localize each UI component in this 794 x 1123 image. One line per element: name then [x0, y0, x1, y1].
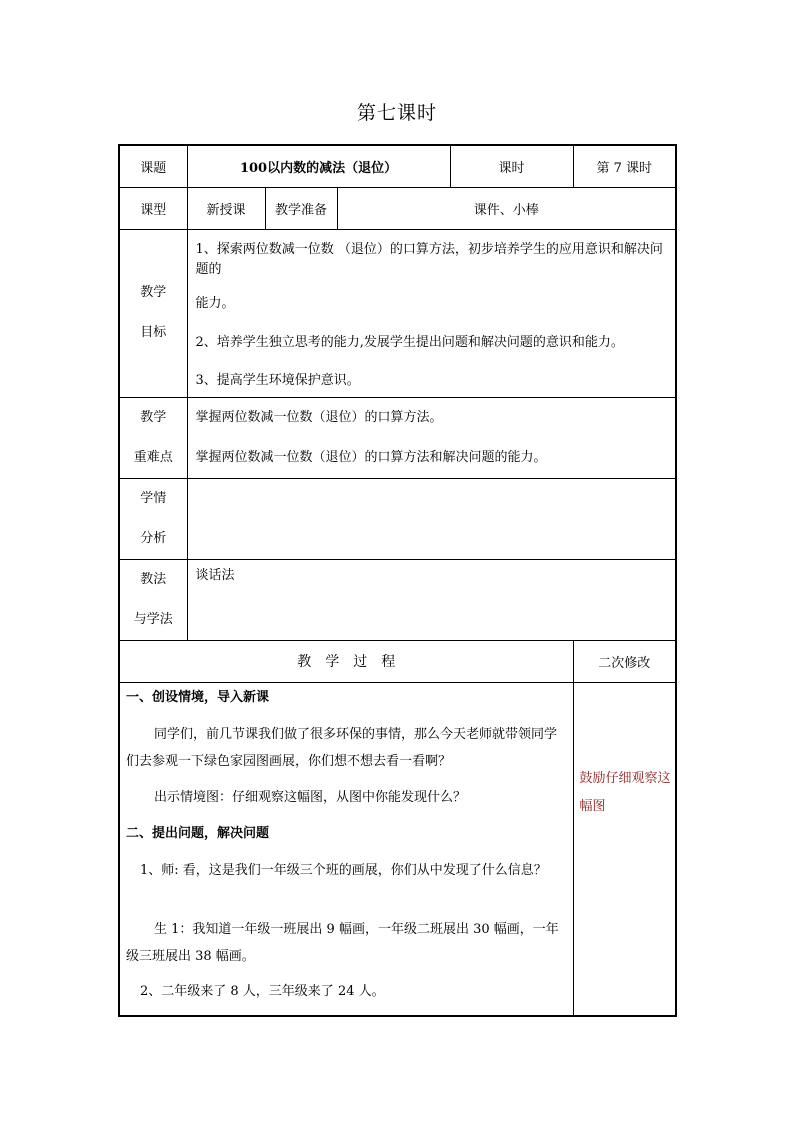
- process-para-1: 同学们，前几节课我们做了很多环保的事情，那么今天老师就带领同学们去参观一下绿色家园图画展，你们想不想去看一看啊？: [126, 726, 558, 769]
- process-content: [119, 682, 573, 1016]
- analysis-content: [187, 478, 676, 559]
- section-2-title: 二、提出问题，解决问题: [126, 825, 270, 841]
- goals-label-line2: 目标: [140, 325, 167, 340]
- keypoint-1: 掌握两位数减一位数（退位）的口算方法。: [195, 409, 443, 425]
- lesson-plan-table: [118, 144, 677, 1017]
- page-title: 第七课时: [356, 102, 437, 124]
- method-label-line1: 教法: [140, 571, 167, 587]
- method-label-line2: 与学法: [133, 611, 173, 627]
- prep-label: 教学准备: [265, 187, 337, 229]
- type-value: 新授课: [187, 187, 265, 229]
- revise-note: 鼓励仔细观察这幅图: [573, 682, 676, 1016]
- keypoints-label-line2: 重难点: [133, 449, 173, 465]
- period-label: 课时: [450, 145, 573, 187]
- goal-3: 3、提高学生环境保护意识。: [195, 372, 360, 388]
- row-method: [119, 559, 676, 640]
- goals-label-line1: 教学: [140, 285, 167, 300]
- prep-value: 课件、小棒: [337, 187, 676, 229]
- analysis-label-line2: 分析: [140, 530, 167, 546]
- period-value: 第 7 课时: [573, 145, 676, 187]
- process-para-3: 1、师: 看，这是我们一年级三个班的画展，你们从中发现了什么信息？: [140, 862, 547, 878]
- row-process-heading: [119, 640, 676, 682]
- keypoint-2: 掌握两位数减一位数（退位）的口算方法和解决问题的能力。: [195, 449, 547, 465]
- row-goals: [119, 229, 676, 397]
- process-heading: 教学过程: [297, 654, 410, 670]
- process-para-2: 出示情境图：仔细观察这幅图，从图中你能发现什么？: [154, 789, 467, 805]
- row-type: [119, 187, 676, 229]
- goal-2: 2、培养学生独立思考的能力,发展学生提出问题和解决问题的意识和能力。: [195, 334, 624, 350]
- keypoints-label-line1: 教学: [140, 409, 167, 425]
- topic-label: 课题: [119, 145, 187, 187]
- goals-label: [119, 229, 187, 397]
- type-label: 课型: [119, 187, 187, 229]
- row-keypoints: [119, 397, 676, 478]
- process-heading-cell: [119, 640, 573, 682]
- keypoints-content: [187, 397, 676, 478]
- goals-content: [187, 229, 676, 397]
- row-process: [119, 682, 676, 1016]
- process-para-5: 2、二年级来了 8 人，三年级来了 24 人。: [140, 983, 385, 999]
- method-label: [119, 559, 187, 640]
- process-para-4: 生 1：我知道一年级一班展出 9 幅画，一年级二班展出 30 幅画，一年级三班展出 38 幅画。: [126, 921, 559, 964]
- row-analysis: [119, 478, 676, 559]
- section-1-title: 一、创设情境，导入新课: [126, 689, 270, 705]
- row-topic: [119, 145, 676, 187]
- topic-value: 100以内数的减法（退位）: [187, 145, 450, 187]
- goal-1-line2: 能力。: [195, 295, 235, 311]
- analysis-label-line1: 学情: [140, 490, 167, 506]
- revise-heading: 二次修改: [573, 640, 676, 682]
- analysis-label: [119, 478, 187, 559]
- method-content: 谈话法: [187, 559, 676, 640]
- keypoints-label: [119, 397, 187, 478]
- goal-1-line1: 1、探索两位数减一位数 （退位）的口算方法，初步培养学生的应用意识和解决问题的: [195, 241, 663, 277]
